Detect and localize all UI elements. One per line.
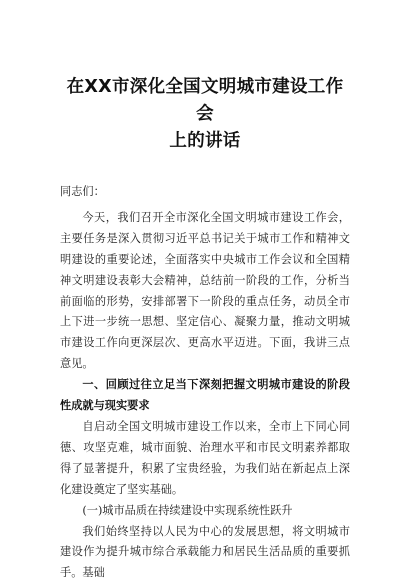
subsection-1-paragraph: 我们始终坚持以人民为中心的发展思想，将文明城市建设作为提升城市综合承载能力和居民生活品质的重要抓手。基础 — [60, 522, 350, 584]
subsection-heading-1: (一)城市品质在持续建设中实现系统性跃升 — [60, 501, 350, 522]
intro-paragraph: 今天，我们召开全市深化全国文明城市建设工作会，主要任务是深入贯彻习近平总书记关于城市工作和精神文明建设的重要论述，全面落实中央城市工作会议和全国精神文明建设表彰大会精神，总结前一阶段的工作，分析当前面临的形势，安排部署下一阶段的重点任务，动员全市上下进一步统一思想、坚定信心、凝聚力量，推动文明城市建设工作向更深层次、更高水平迈进。下面，我讲三点意见。 — [60, 208, 350, 375]
section-1-paragraph: 自启动全国文明城市建设工作以来，全市上下同心同德、攻坚克难，城市面貌、治理水平和市民文明素养都取得了显著提升，积累了宝贵经验，为我们站在新起点上深化建设奠定了坚实基础。 — [60, 417, 350, 501]
title-line-1: 在XX市深化全国文明城市建设工作会 — [60, 74, 350, 128]
title-line-2: 上的讲话 — [60, 128, 350, 155]
section-heading-1: 一、回顾过往立足当下深刻把握文明城市建设的阶段性成就与现实要求 — [60, 375, 350, 417]
document-title — [60, 74, 350, 155]
document-body — [60, 182, 350, 584]
salutation: 同志们： — [60, 182, 350, 203]
